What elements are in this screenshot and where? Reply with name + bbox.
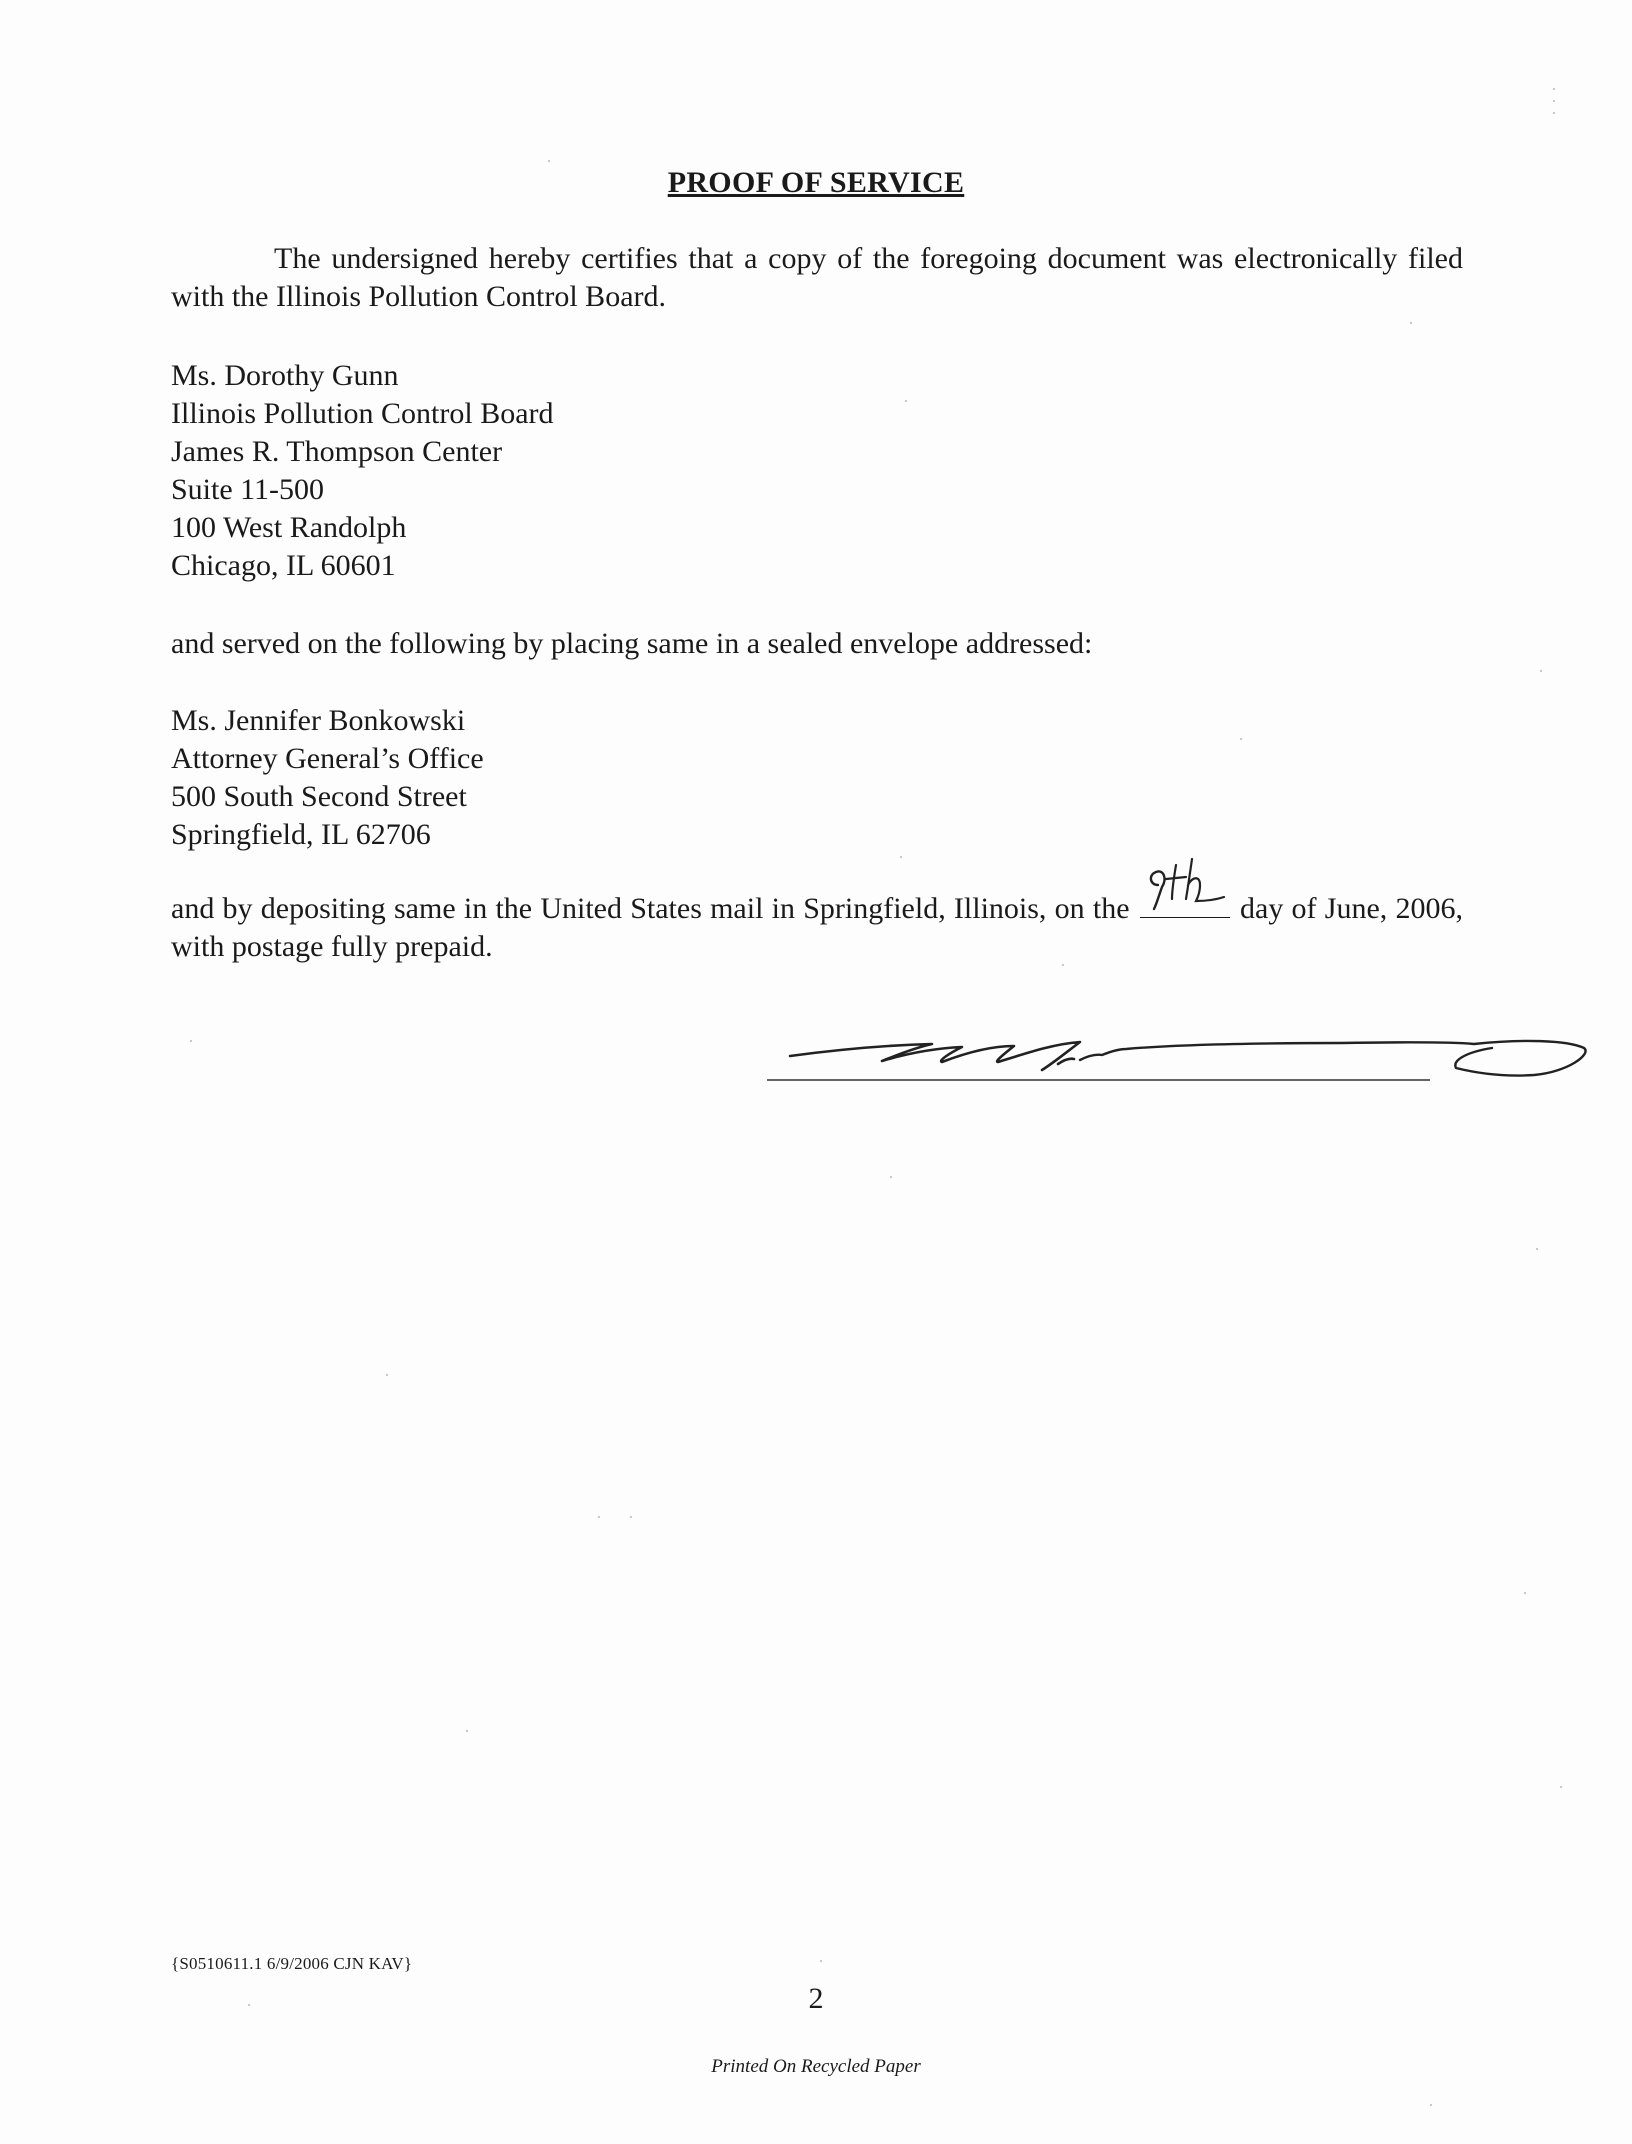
signature-image [762,1024,1592,1094]
scan-speck [1560,1786,1562,1788]
address-line: 100 West Randolph [171,511,407,544]
deposit-text-after: day of June, 2006, with postage fully prepaid. [171,892,1464,963]
deposit-paragraph [171,890,1463,966]
recipient-address-1 [171,357,554,585]
served-paragraph: and served on the following by placing same in a sealed envelope addressed: [171,627,1093,660]
recipient-address-2 [171,702,484,854]
scan-speck [598,1516,600,1518]
address-line: Illinois Pollution Control Board [171,397,554,430]
document-title: PROOF OF SERVICE [667,166,965,199]
recycled-paper-note: Printed On Recycled Paper [711,2056,921,2077]
address-line: Ms. Jennifer Bonkowski [171,704,466,737]
address-line: Ms. Dorothy Gunn [171,359,399,392]
scan-speck [1524,1592,1526,1594]
scan-speck [1553,88,1555,90]
scan-speck [1410,322,1412,324]
scan-speck [466,1730,468,1732]
page-number: 2 [808,1982,824,2015]
address-line: James R. Thompson Center [171,435,503,468]
deposit-text-before: and by depositing same in the United States mail in Springfield, Illinois, on the [171,892,1130,925]
scan-speck [630,1516,632,1518]
scan-speck [548,160,550,162]
scan-speck [1553,112,1555,114]
address-line: Attorney General’s Office [171,742,484,775]
scan-speck [900,856,902,858]
scan-speck [190,1040,192,1042]
scan-speck [1553,100,1555,102]
address-line: Chicago, IL 60601 [171,549,396,582]
address-line: Springfield, IL 62706 [171,818,431,851]
certification-paragraph: The undersigned hereby certifies that a copy of the foregoing document was electronically filed with the Illinois Pollution Control Board. [171,242,1463,313]
handwritten-day-mark [1136,855,1236,921]
scan-speck [1536,1248,1538,1250]
day-blank [1140,893,1230,918]
address-line: 500 South Second Street [171,780,467,813]
footer-reference: {S0510611.1 6/9/2006 CJN KAV} [171,1954,413,1973]
scan-speck [1540,670,1542,672]
scan-speck [905,400,907,402]
scan-speck [890,1176,892,1178]
scan-speck [386,1374,388,1376]
scan-speck [820,1960,822,1962]
address-line: Suite 11-500 [171,473,325,506]
scan-speck [1240,738,1242,740]
scan-speck [1430,2104,1432,2106]
